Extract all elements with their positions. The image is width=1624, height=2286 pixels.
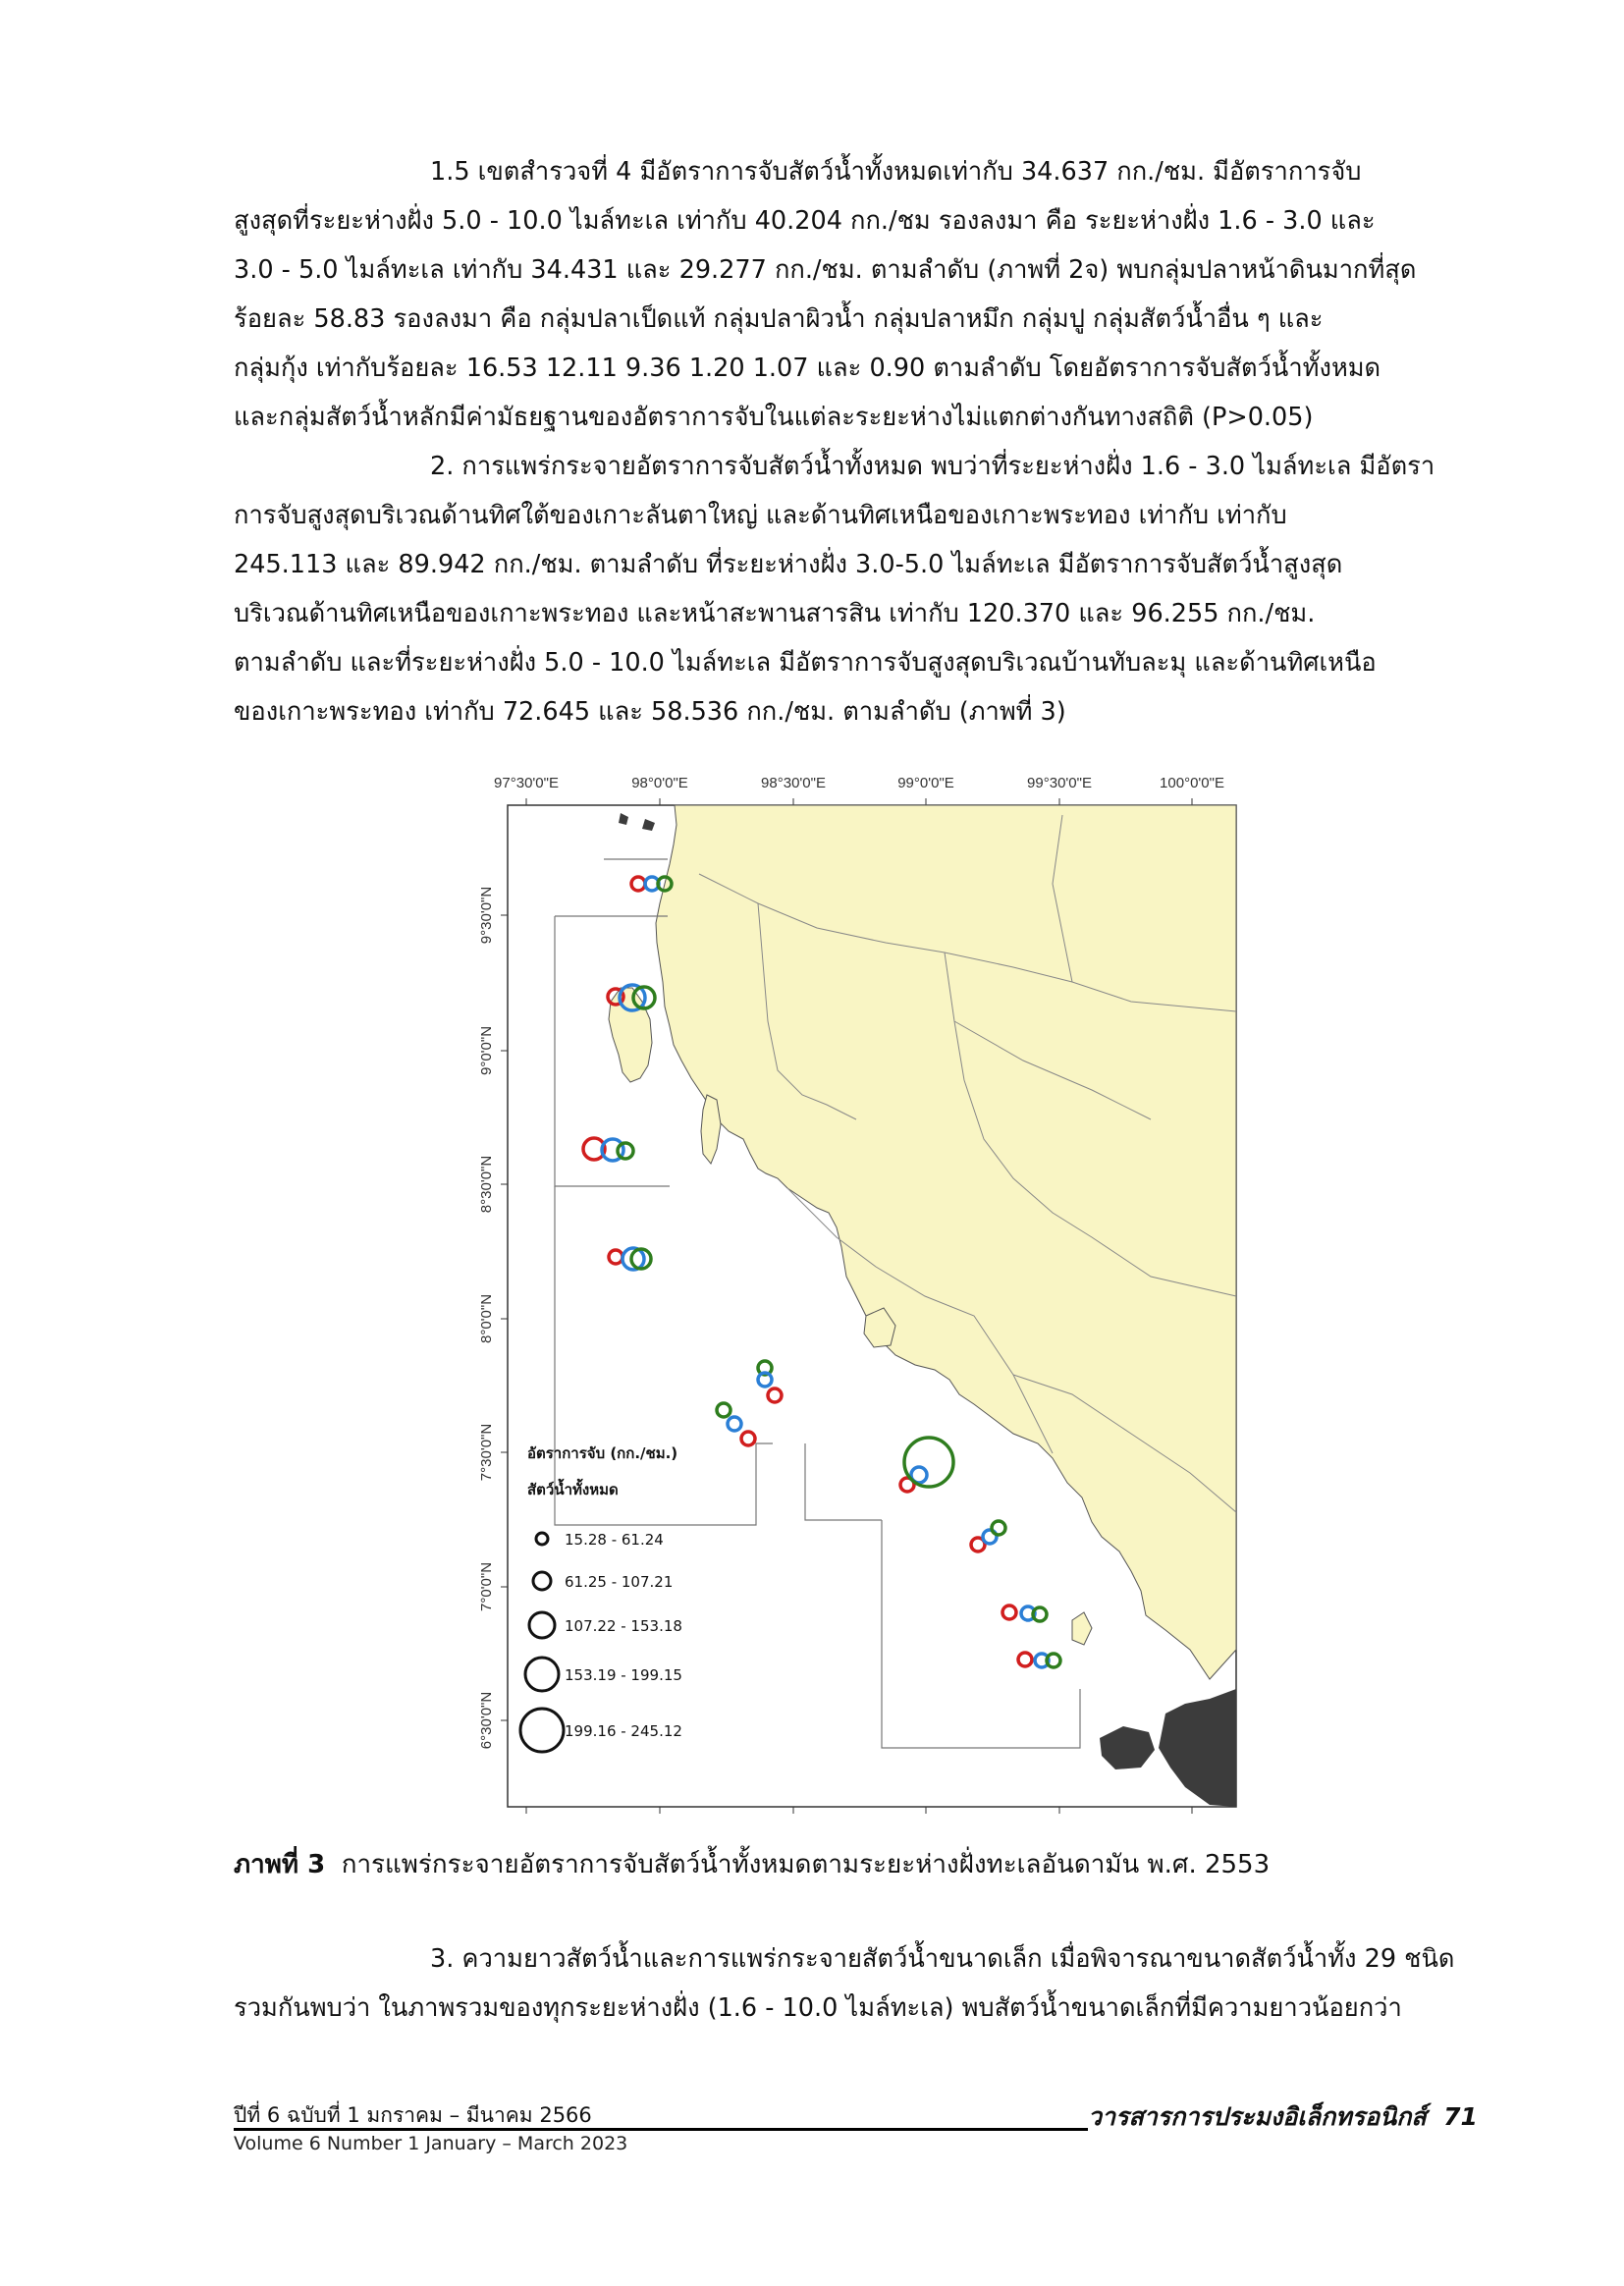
journal-name: วารสารการประมงอิเล็กทรอนิกส์ — [1088, 2102, 1427, 2131]
legend-label: 153.19 - 199.15 — [565, 1666, 682, 1684]
page-number: 71 — [1443, 2102, 1478, 2131]
paragraph-line: 3. ความยาวสัตว์น้ำและการแพร่กระจายสัตว์น้ำขนาดเล็ก เมื่อพิจารณาขนาดสัตว์น้ำทั้ง 29 ชนิด — [430, 1944, 1455, 1974]
paragraph-line: ร้อยละ 58.83 รองลงมา คือ กลุ่มปลาเป็ดแท้ กลุ่มปลาผิวน้ำ กลุ่มปลาหมึก กลุ่มปู กลุ่มสัตว์น้ำอื่น ๆ และ — [234, 304, 1324, 334]
figure-caption-text: การแพร่กระจายอัตราการจับสัตว์น้ำทั้งหมดตามระยะห่างฝั่งทะเลอันดามัน พ.ศ. 2553 — [341, 1850, 1271, 1879]
paragraph-1 — [234, 147, 1487, 442]
paragraph-line: 245.113 และ 89.942 กก./ชม. ตามลำดับ ที่ระยะห่างฝั่ง 3.0-5.0 ไมล์ทะเล มีอัตราการจับสัตว์น้ำสูงสุด — [234, 550, 1343, 579]
paragraph-2 — [234, 442, 1487, 736]
paragraph-line: รวมกันพบว่า ในภาพรวมของทุกระยะห่างฝั่ง (1.6 - 10.0 ไมล์ทะเล) พบสัตว์น้ำขนาดเล็กที่มีความยาวน้อยกว่า — [234, 1993, 1402, 2023]
lat-label: 9°30'0"N — [478, 886, 495, 945]
lat-label: 6°30'0"N — [478, 1691, 495, 1750]
lat-label: 9°0'0"N — [478, 1025, 495, 1076]
paragraph-line: สูงสุดที่ระยะห่างฝั่ง 5.0 - 10.0 ไมล์ทะเล เท่ากับ 40.204 กก./ชม รองลงมา คือ ระยะห่างฝั่ง 1.6 - 3.0 และ — [234, 206, 1376, 236]
paragraph-line: ของเกาะพระทอง เท่ากับ 72.645 และ 58.536 กก./ชม. ตามลำดับ (ภาพที่ 3) — [234, 697, 1066, 727]
lon-label: 98°30'0"E — [761, 775, 826, 791]
legend-label: 199.16 - 245.12 — [565, 1722, 682, 1740]
paragraph-line: 2. การแพร่กระจายอัตราการจับสัตว์น้ำทั้งหมด พบว่าที่ระยะห่างฝั่ง 1.6 - 3.0 ไมล์ทะเล มีอัตรา — [430, 452, 1435, 481]
figure-caption-label: ภาพที่ 3 — [234, 1850, 326, 1879]
lon-label: 99°0'0"E — [897, 775, 954, 791]
figure-caption — [234, 1844, 1270, 1884]
lat-label: 8°0'0"N — [478, 1293, 495, 1344]
map-svg — [463, 766, 1257, 1817]
legend-subtitle: สัตว์น้ำทั้งหมด — [527, 1481, 619, 1498]
lon-label: 98°0'0"E — [631, 775, 688, 791]
footer-journal — [1088, 2097, 1478, 2137]
footer-issue: ปีที่ 6 ฉบับที่ 1 มกราคม – มีนาคม 2566 — [234, 2103, 592, 2127]
legend-label: 61.25 - 107.21 — [565, 1573, 674, 1591]
paragraph-line: ตามลำดับ และที่ระยะห่างฝั่ง 5.0 - 10.0 ไมล์ทะเล มีอัตราการจับสูงสุดบริเวณบ้านทับละมุ และด้านทิศเหนือ — [234, 648, 1377, 678]
figure-3-map — [463, 766, 1257, 1817]
legend-label: 107.22 - 153.18 — [565, 1617, 682, 1635]
lat-label: 8°30'0"N — [478, 1155, 495, 1214]
paragraph-line: 1.5 เขตสำรวจที่ 4 มีอัตราการจับสัตว์น้ำทั้งหมดเท่ากับ 34.637 กก./ชม. มีอัตราการจับ — [430, 157, 1362, 187]
paragraph-line: บริเวณด้านทิศเหนือของเกาะพระทอง และหน้าสะพานสารสิน เท่ากับ 120.370 และ 96.255 กก./ชม. — [234, 599, 1316, 628]
legend-label: 15.28 - 61.24 — [565, 1531, 664, 1549]
paragraph-line: กลุ่มกุ้ง เท่ากับร้อยละ 16.53 12.11 9.36 1.20 1.07 และ 0.90 ตามลำดับ โดยอัตราการจับสัตว์น้ำทั้งหมด — [234, 354, 1381, 383]
lon-label: 97°30'0"E — [494, 775, 559, 791]
lon-label: 99°30'0"E — [1027, 775, 1092, 791]
legend-title: อัตราการจับ (กก./ชม.) — [527, 1444, 678, 1462]
lon-label: 100°0'0"E — [1160, 775, 1224, 791]
lat-label: 7°0'0"N — [478, 1561, 495, 1612]
lat-label: 7°30'0"N — [478, 1423, 495, 1482]
paragraph-3 — [234, 1934, 1487, 2033]
footer-volume: Volume 6 Number 1 January – March 2023 — [234, 2133, 628, 2154]
footer-rule — [234, 2128, 1088, 2131]
paragraph-line: และกลุ่มสัตว์น้ำหลักมีค่ามัธยฐานของอัตราการจับในแต่ละระยะห่างไม่แตกต่างกันทางสถิติ (P>0.05) — [234, 403, 1314, 432]
paragraph-line: 3.0 - 5.0 ไมล์ทะเล เท่ากับ 34.431 และ 29.277 กก./ชม. ตามลำดับ (ภาพที่ 2จ) พบกลุ่มปลาหน้าดินมากที่สุด — [234, 255, 1417, 285]
paragraph-line: การจับสูงสุดบริเวณด้านทิศใต้ของเกาะลันตาใหญ่ และด้านทิศเหนือของเกาะพระทอง เท่ากับ เท่ากับ — [234, 501, 1287, 530]
